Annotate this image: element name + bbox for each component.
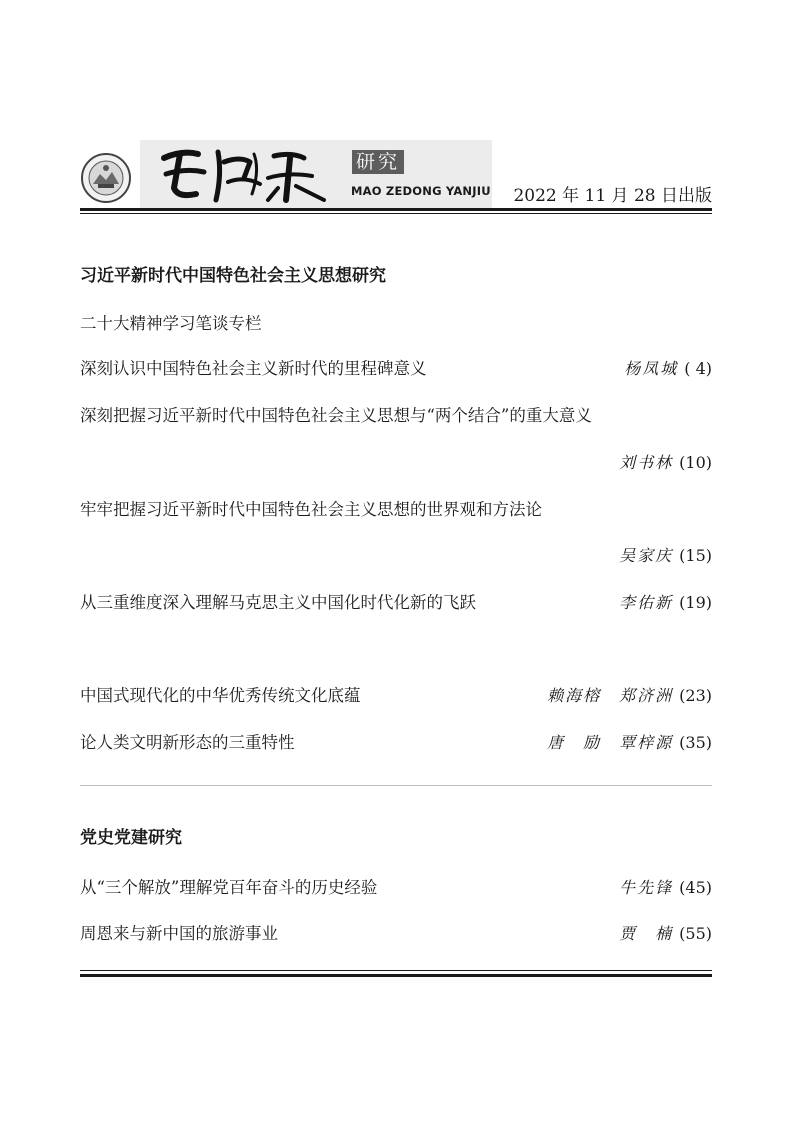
masthead — [80, 140, 712, 210]
article-title[interactable]: 从三重维度深入理解马克思主义中国化时代化新的飞跃 — [80, 593, 476, 612]
article-title[interactable]: 深刻把握习近平新时代中国特色社会主义思想与“两个结合”的重大意义 — [80, 406, 592, 425]
article-author — [619, 450, 712, 473]
page-number: (19) — [679, 593, 712, 612]
author-name: 李佑新 — [619, 593, 674, 612]
article-author — [619, 543, 712, 566]
logo-chinese-title: 研究 — [352, 150, 404, 174]
publication-date: 2022 年 11 月 28 日出版 — [513, 186, 712, 206]
author-name: 贾 楠 — [619, 924, 674, 943]
logo-english-title: MAO ZEDONG YANJIU — [351, 184, 491, 198]
section-divider — [80, 785, 712, 786]
article-title[interactable]: 从“三个解放”理解党百年奋斗的历史经验 — [80, 878, 378, 897]
author-name: 赖海榕 郑济洲 — [547, 686, 674, 705]
masthead-divider-thin — [80, 213, 712, 214]
calligraphy-logo-icon — [156, 144, 346, 206]
footer-divider — [80, 974, 712, 977]
article-title[interactable]: 周恩来与新中国的旅游事业 — [80, 924, 278, 943]
masthead-divider — [80, 208, 712, 211]
section-heading: 党史党建研究 — [80, 828, 182, 848]
page-number: (23) — [679, 686, 712, 705]
article-author — [624, 356, 712, 379]
page-number: (55) — [679, 924, 712, 943]
article-title[interactable]: 深刻认识中国特色社会主义新时代的里程碑意义 — [80, 359, 427, 378]
author-name: 牛先锋 — [619, 878, 674, 897]
page-number: (15) — [679, 546, 712, 565]
page-number: (45) — [679, 878, 712, 897]
author-name: 刘书林 — [619, 453, 674, 472]
journal-emblem-icon — [80, 152, 132, 204]
article-author — [547, 730, 712, 753]
page-number: (10) — [679, 453, 712, 472]
author-name: 唐 励 覃梓源 — [547, 733, 674, 752]
section-heading: 习近平新时代中国特色社会主义思想研究 — [80, 266, 386, 286]
section-subheading: 二十大精神学习笔谈专栏 — [80, 314, 262, 333]
article-author — [619, 921, 712, 944]
author-name: 杨凤城 — [624, 359, 679, 378]
author-name: 吴家庆 — [619, 546, 674, 565]
article-title[interactable]: 论人类文明新形态的三重特性 — [80, 733, 295, 752]
page-number: (35) — [679, 733, 712, 752]
footer-divider-thin — [80, 970, 712, 971]
page-number: ( 4) — [684, 359, 712, 378]
article-author — [547, 683, 712, 706]
article-author — [619, 875, 712, 898]
article-title[interactable]: 中国式现代化的中华优秀传统文化底蕴 — [80, 686, 361, 705]
article-author — [619, 590, 712, 613]
article-title[interactable]: 牢牢把握习近平新时代中国特色社会主义思想的世界观和方法论 — [80, 500, 542, 519]
